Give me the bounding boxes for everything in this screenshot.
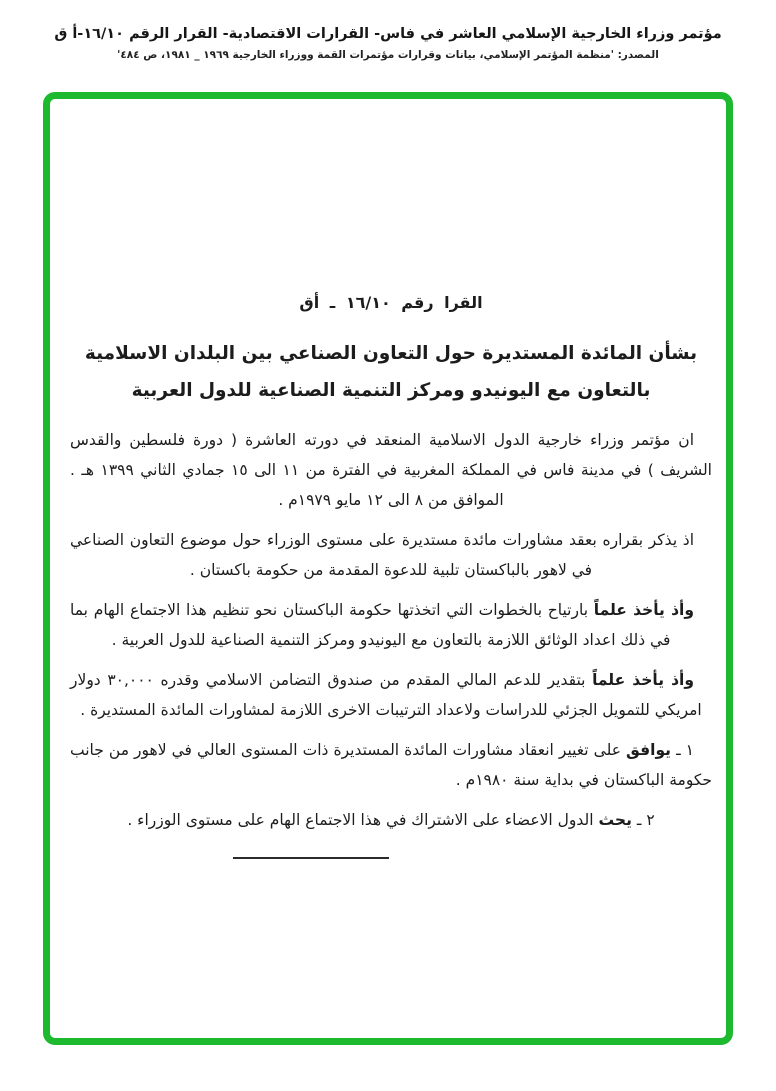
document-frame	[43, 92, 733, 1045]
paragraph-lead-text: وأذ يأخذ علماً	[592, 671, 695, 689]
operative-clause-1	[70, 735, 712, 795]
resolution-title-line1: بشأن المائدة المستديرة حول التعاون الصناعي بين البلدان الاسلامية	[84, 343, 698, 364]
header-source-citation: المصدر: 'منظمة المؤتمر الإسلامي، بيانات وقرارات مؤتمرات القمة ووزراء الخارجية ١٩٦٩ _ ١٩٨١، ص ٤٨٤'	[117, 49, 659, 61]
header-conference-title: مؤتمر وزراء الخارجية الإسلامي العاشر في فاس- القرارات الاقتصادية- القرار الرقم ١٦/١٠-أ ق	[54, 26, 722, 42]
paragraph-noting-steps	[70, 595, 712, 655]
paragraph-noting-funding	[70, 665, 712, 725]
resolution-title-line2: بالتعاون مع اليونيدو ومركز التنمية الصناعية للدول العربية	[131, 380, 651, 401]
clause-text: على تغيير انعقاد مشاورات المائدة المستديرة ذات المستوى العالي في لاهور من جانب حكومة الباكستان في بداية سنة ١٩٨٠م .	[70, 741, 712, 789]
paragraph-rest-text: بتقدير للدعم المالي المقدم من صندوق التضامن الاسلامي وقدره ٣٠,٠٠٠ دولار امريكي للتمويل الجزئي للدراسات ولاعداد الترتيبات الاخرى اللازمة لمشاورات المائدة المستديرة .	[70, 671, 702, 719]
operative-clause-2	[70, 805, 712, 835]
clause-number: ١ ـ	[676, 741, 694, 759]
paragraph-rest-text: بارتياح بالخطوات التي اتخذتها حكومة الباكستان نحو تنظيم هذا الاجتماع الهام بما في ذلك اعداد الوثائق اللازمة بالتعاون مع اليونيدو ومركز التنمية الصناعية للدول العربية .	[70, 601, 671, 649]
clause-number: ٢ ـ	[636, 811, 655, 829]
paragraph-lead-text: وأذ يأخذ علماً	[593, 601, 694, 619]
clause-text: الدول الاعضاء على الاشتراك في هذا الاجتماع الهام على مستوى الوزراء .	[127, 811, 594, 829]
document-body	[50, 99, 726, 859]
resolution-title	[70, 335, 712, 409]
resolution-number: القرا رقم ١٦/١٠ ـ أق	[299, 293, 483, 312]
divider-line	[233, 857, 389, 859]
clause-verb: يحث	[598, 811, 632, 829]
clause-verb: يوافق	[626, 741, 671, 759]
paragraph-recalling: اذ يذكر بقراره بعقد مشاورات مائدة مستديرة على مستوى الوزراء حول موضوع التعاون الصناعي في لاهور بالباكستان تلبية للدعوة المقدمة من حكومة باكستان .	[70, 531, 694, 579]
page-header	[0, 26, 776, 61]
paragraph-preamble: ان مؤتمر وزراء خارجية الدول الاسلامية المنعقد في دورته العاشرة ( دورة فلسطين والقدس الشريف ) في مدينة فاس في المملكة المغربية في الفترة من ١١ الى ١٥ جمادي الثاني ١٣٩٩ هـ . الموافق من ٨ الى ١٢ مايو ١٩٧٩م .	[70, 431, 712, 509]
